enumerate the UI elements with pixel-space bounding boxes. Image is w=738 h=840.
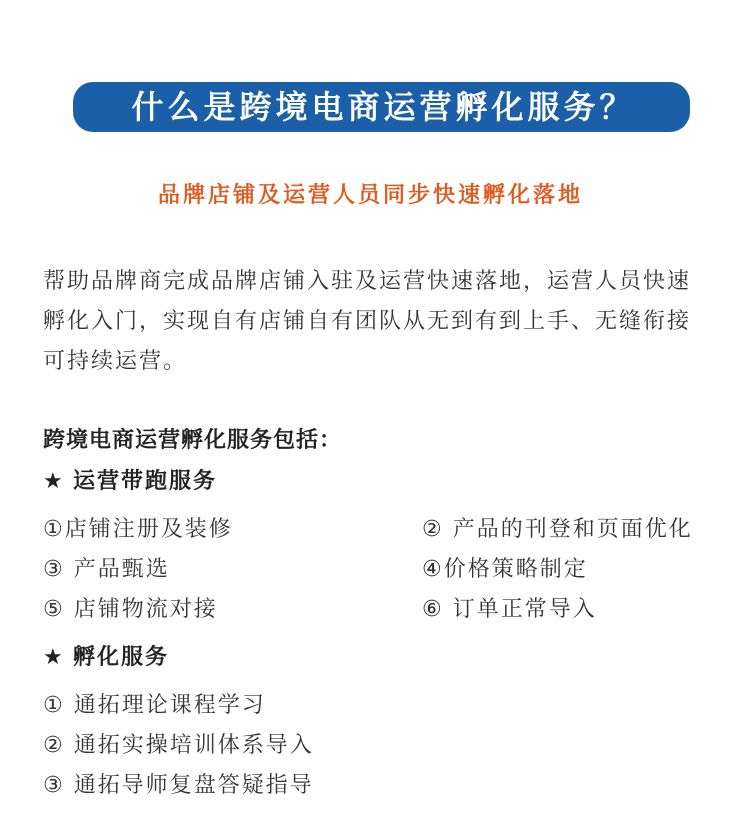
group-title-text: 运营带跑服务 [73, 469, 218, 494]
list-item: ② 产品的刊登和页面优化 [422, 517, 693, 542]
intro-paragraph [43, 262, 703, 382]
intro-line: 可持续运营。 [43, 349, 188, 374]
group-title-incubation [43, 638, 169, 678]
star-icon [43, 462, 73, 502]
subtitle: 品牌店铺及运营人员同步快速孵化落地 [157, 183, 583, 208]
operation-service-list [43, 510, 703, 630]
intro-line: 帮助品牌商完成品牌店铺入驻及运营快速落地，运营人员快速 [43, 269, 692, 294]
group-title-operation [43, 462, 217, 502]
list-item: ⑤ 店铺物流对接 [43, 597, 218, 622]
star-icon [43, 638, 73, 678]
list-item: ③ 产品甄选 [43, 557, 170, 582]
list-item: ④价格策略制定 [422, 557, 588, 582]
intro-line: 孵化入门，实现自有店铺自有团队从无到有到上手、无缝衔接 [43, 309, 692, 334]
group-title-text: 孵化服务 [73, 645, 170, 670]
services-heading: 跨境电商运营孵化服务包括： [43, 428, 343, 453]
list-item: ① 通拓理论课程学习 [43, 693, 266, 718]
list-item: ② 通拓实操培训体系导入 [43, 733, 314, 758]
title-banner [73, 82, 690, 132]
list-item: ①店铺注册及装修 [43, 517, 233, 542]
page-title: 什么是跨境电商运营孵化服务？ [131, 88, 636, 126]
list-item: ③ 通拓导师复盘答疑指导 [43, 773, 314, 798]
list-item: ⑥ 订单正常导入 [422, 597, 597, 622]
incubation-service-list [43, 686, 703, 806]
